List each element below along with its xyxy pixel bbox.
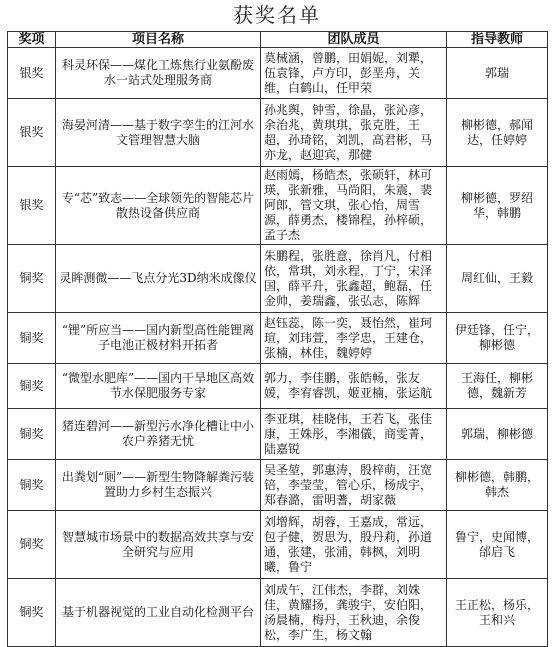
award-cell: 铜奖: [8, 579, 56, 647]
award-cell: 铜奖: [8, 460, 56, 511]
award-cell: 银奖: [8, 48, 56, 99]
header-advisor: 指导教师: [447, 32, 548, 48]
table-row: [8, 245, 548, 313]
table-row: [8, 460, 548, 511]
table-header-row: [8, 32, 548, 48]
table-row: [8, 364, 548, 409]
members-cell: 赵钰蕊，陈一奕，聂怡然，崔珂瑄，刘玮萱，李学忠，王建仓，张楠，林佳，魏婷婷: [261, 313, 447, 364]
members-cell: 刘成午，江伟杰，李群，刘姝佳，黄耀扬，龚骏宇，安伯阳，汤晨楠，梅丹，王秋迪，余俊松，李广生，杨文翰: [261, 579, 447, 647]
project-cell: 灵眸测微——飞点分光3D纳米成像仪: [56, 245, 261, 313]
advisor-cell: 郭瑞，柳彬德: [447, 409, 548, 460]
award-cell: 银奖: [8, 99, 56, 167]
project-cell: “微型水肥库”——国内干旱地区高效节水保肥服务专家: [56, 364, 261, 409]
advisor-cell: 柳彬德，罗绍华，韩鹏: [447, 167, 548, 245]
award-cell: 铜奖: [8, 313, 56, 364]
project-cell: 专“芯”致志——全球领先的智能芯片散热设备供应商: [56, 167, 261, 245]
members-cell: 郭力，李佳鹏，张皓畅，张友媛，李宥睿凯，姬亚楠，张运航: [261, 364, 447, 409]
members-cell: 李亚琪，桂晓伟，王若飞，张佳康，王姝彤，李湘儀，商雯菁，陆嘉锐: [261, 409, 447, 460]
members-cell: 赵雨嫣，杨皓杰，张硕轩，林可瑛，张新雅，马尚阳，朱震，裴阿郎，管文琪，张心怡，周雪源，薛勇杰，楼锦程，孙梓硕，孟子杰: [261, 167, 447, 245]
project-cell: 猪连碧河——新型污水净化槽让中小农户养猪无忧: [56, 409, 261, 460]
award-cell: 铜奖: [8, 409, 56, 460]
advisor-cell: 伊廷锋，任宁，柳彬德: [447, 313, 548, 364]
advisor-cell: 柳彬德，郝闻达，任婷婷: [447, 99, 548, 167]
advisor-cell: 柳彬德，韩鹏，韩杰: [447, 460, 548, 511]
award-cell: 铜奖: [8, 245, 56, 313]
award-cell: 铜奖: [8, 511, 56, 579]
members-cell: 莫械涵，曾鹏，田娟妮，刘犟，伍袁锋，卢方印，彭垩舟，关维，白鹤山，任甲荣: [261, 48, 447, 99]
table-row: [8, 313, 548, 364]
header-award: 奖项: [8, 32, 56, 48]
award-table: [7, 31, 548, 647]
table-row: [8, 511, 548, 579]
members-cell: 朱鹏程，张胜意，徐肖凡，付相依，常琪，刘永程，丁宁，宋泽国，薛平升，张鑫超，鲍磊，任金帅，姜瑞鑫，张弘志，陈辉: [261, 245, 447, 313]
table-row: [8, 99, 548, 167]
table-row: [8, 48, 548, 99]
table-row: [8, 167, 548, 245]
advisor-cell: 王正松，杨乐，王和兴: [447, 579, 548, 647]
advisor-cell: 周红仙，王毅: [447, 245, 548, 313]
advisor-cell: 鲁宁，史闻博，邰启飞: [447, 511, 548, 579]
header-project: 项目名称: [56, 32, 261, 48]
project-cell: 科灵环保——煤化工炼焦行业氨酚废水一站式处理服务商: [56, 48, 261, 99]
project-cell: 智慧城市场景中的数据高效共享与安全研究与应用: [56, 511, 261, 579]
award-cell: 铜奖: [8, 364, 56, 409]
members-cell: 吴圣堃，郭惠涛，殷梓萌，汪宽锫，李莹莹，管心乐，杨成宇，郑春潞，雷明蓍，胡家薇: [261, 460, 447, 511]
advisor-cell: 王海任，柳彬德，魏新芳: [447, 364, 548, 409]
members-cell: 孙兆舆，钟雪，徐晶，张沁彦，余治兆，黄琪琪，张克胜，王超，孙琦铭，刘凯，高君彬，马亦龙，赵迎宾，那健: [261, 99, 447, 167]
advisor-cell: 郭瑞: [447, 48, 548, 99]
page-title: 获奖名单: [233, 3, 321, 27]
project-cell: 海晏河清——基于数字孪生的江河水文管理智慧大脑: [56, 99, 261, 167]
project-cell: “锂”所应当——国内新型高性能锂离子电池正极材料开拓者: [56, 313, 261, 364]
project-cell: 基于机器视觉的工业自动化检测平台: [56, 579, 261, 647]
header-members: 团队成员: [261, 32, 447, 48]
award-cell: 银奖: [8, 167, 56, 245]
table-row: [8, 579, 548, 647]
members-cell: 刘增辉，胡蓉，王嘉成，常远，包子健，贺思为，殷丹莉，孙道通，张建，张浦，韩枫，刘明曦，鲁宁: [261, 511, 447, 579]
project-cell: 出粪划“厕”——新型生物降解粪污装置助力乡村生态振兴: [56, 460, 261, 511]
table-row: [8, 409, 548, 460]
